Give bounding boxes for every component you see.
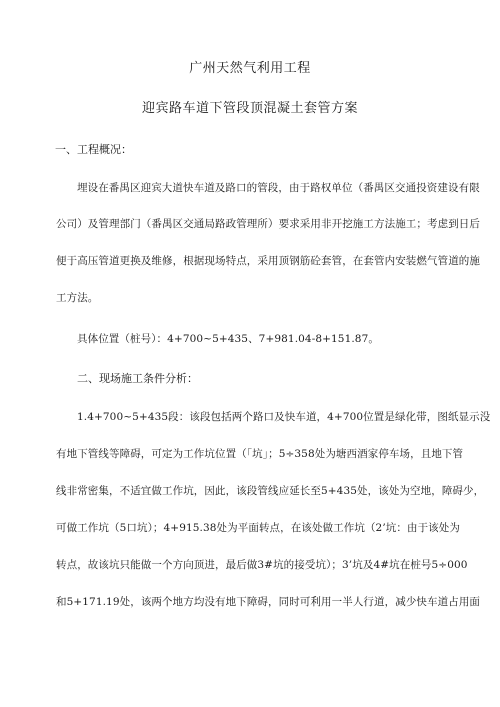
paragraph-line: 和5+171.19处，该两个地方均没有地下障碍，同时可利用一半人行道，减少快车道占用面 — [56, 596, 481, 608]
section-1-heading: 一、工程概况： — [55, 143, 132, 156]
document-subtitle: 迎宾路车道下管段顶混凝土套管方案 — [141, 101, 358, 116]
paragraph-line: 转点，故该坑只能做一个方向顶进，最后做3#坑的接受坑）；3’坑及4#坑在桩号5÷000 — [56, 559, 468, 571]
paragraph-line: 可做工作坑（5口坑）；4+915.38处为平面转点，在该处做工作坑（2’坑：由于该处为 — [56, 522, 460, 534]
paragraph-line: 工方法。 — [56, 292, 99, 304]
paragraph-line: 有地下管线等障碍，可定为工作坑位置（「坑」；5÷358处为塘西酒家停车场，且地下管 — [56, 448, 464, 460]
paragraph-line: 线非常密集，不适宜做工作坑，因此，该段管线应延长至5+435处，该处为空地，障碍少， — [56, 485, 485, 497]
section-2-heading: 二、现场施工条件分析： — [77, 372, 198, 385]
position-line: 具体位置（桩号）：4+700~5+435、7+981.04-8+151.87。 — [77, 333, 379, 345]
document-title: 广州天然气利用工程 — [189, 61, 311, 76]
paragraph-line: 埋设在番禺区迎宾大道快车道及路口的管段，由于路权单位（番禺区交通投资建设有限 — [77, 182, 480, 194]
paragraph-line: 1.4+700~5+435段：该段包括两个路口及快车道，4+700位置是绿化带，图纸显示没 — [77, 411, 491, 423]
paragraph-line: 公司）及管理部门（番禺区交通局路政管理所）要求采用非开挖施工方法施工；考虑到日后 — [56, 218, 480, 230]
paragraph-line: 便于高压管道更换及维修，根据现场特点，采用顶钢筋砼套管，在套管内安装燃气管道的施 — [56, 255, 480, 267]
